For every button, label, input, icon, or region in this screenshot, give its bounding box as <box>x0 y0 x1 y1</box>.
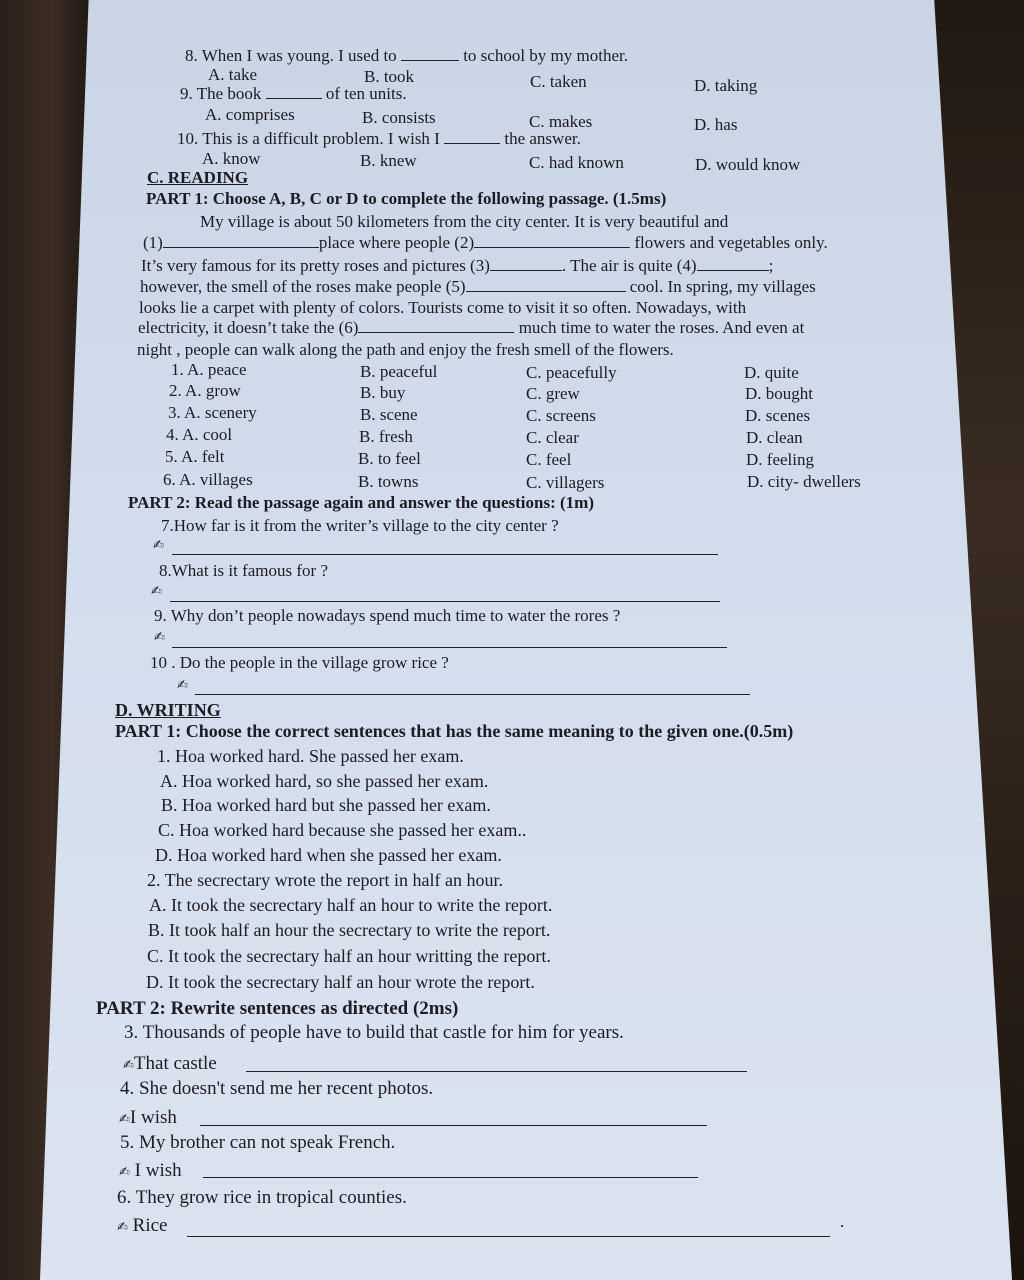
reading-part1-title: PART 1: Choose A, B, C or D to complete the following passage. (1.5ms) <box>146 189 667 208</box>
passage-text-11: much time to water the roses. And even at <box>518 318 805 337</box>
passage-blank-1 <box>163 233 319 248</box>
r3-option-b: B. scene <box>360 405 418 424</box>
passage-gap-1-label: (1) <box>143 233 163 252</box>
r3-option-a: 3. A. scenery <box>168 403 257 422</box>
r4-option-d: D. clean <box>746 428 803 447</box>
passage-blank-4 <box>697 256 769 271</box>
rewrite-q5: 5. My brother can not speak French. <box>120 1132 396 1153</box>
rewrite-q6: 6. They grow rice in tropical counties. <box>117 1187 407 1208</box>
passage-text-5: . The air is quite (4) <box>561 256 697 275</box>
passage-blank-3 <box>490 256 562 271</box>
answer-line-8[interactable] <box>170 600 720 602</box>
reading-question-9: 9. Why don’t people nowadays spend much time to water the rores ? <box>154 606 621 625</box>
q9-option-c: C. makes <box>529 112 593 131</box>
pen-icon: ✍ <box>117 1220 128 1235</box>
passage-line-3 <box>141 256 773 276</box>
rewrite-q6-prefix: Rice <box>127 1215 168 1236</box>
q8-stem <box>185 46 628 66</box>
pen-icon: ✍ <box>119 1165 130 1180</box>
passage-gap-2-label: place where people (2) <box>318 233 475 252</box>
rewrite-q4-answer-start <box>119 1107 177 1130</box>
answer-line-10[interactable] <box>195 693 750 695</box>
answer-line-rewrite-6[interactable] <box>187 1235 830 1237</box>
r6-option-d: D. city- dwellers <box>747 472 861 491</box>
answer-line-rewrite-5[interactable] <box>203 1176 698 1178</box>
q8-text-b: to school by my mother. <box>463 46 628 65</box>
r2-option-d: D. bought <box>745 384 813 403</box>
r5-option-a: 5. A. felt <box>165 447 225 466</box>
rewrite-q6-answer-start <box>117 1215 167 1238</box>
pen-icon: ✍ <box>154 630 165 645</box>
q8-blank <box>401 46 459 61</box>
passage-blank-5 <box>466 277 626 292</box>
writing-q1-option-d: D. Hoa worked hard when she passed her exam. <box>155 845 502 865</box>
rewrite-q3: 3. Thousands of people have to build that castle for him for years. <box>124 1022 624 1043</box>
passage-line-4 <box>140 277 816 297</box>
passage-text-4: It’s very famous for its pretty roses and pictures (3) <box>141 256 490 275</box>
q9-option-d: D. has <box>694 115 738 134</box>
q10-stem <box>177 129 581 149</box>
rewrite-q4-prefix: I wish <box>129 1107 177 1128</box>
q8-option-c: C. taken <box>530 72 587 91</box>
answer-line-7[interactable] <box>172 553 718 555</box>
r2-option-c: C. grew <box>526 384 580 403</box>
reading-question-10: 10 . Do the people in the village grow rice ? <box>150 653 449 672</box>
pen-icon: ✍ <box>123 1058 134 1073</box>
writing-q1-option-c: C. Hoa worked hard because she passed her exam.. <box>158 820 527 840</box>
q9-text-b: of ten units. <box>325 84 407 103</box>
passage-line-5: looks lie a carpet with plenty of colors. Tourists come to visit it so often. Nowadays, with <box>139 298 747 317</box>
r2-option-b: B. buy <box>360 383 406 402</box>
answer-line-rewrite-3[interactable] <box>246 1070 747 1072</box>
passage-line-7: night , people can walk along the path and enjoy the fresh smell of the flowers. <box>137 340 674 359</box>
r2-option-a: 2. A. grow <box>169 381 241 400</box>
rewrite-q5-answer-start <box>119 1160 182 1183</box>
pen-icon: ✍ <box>119 1112 130 1127</box>
passage-line-6 <box>138 318 804 338</box>
q8-option-d: D. taking <box>694 76 758 95</box>
r6-option-b: B. towns <box>358 472 419 491</box>
writing-q2-option-d: D. It took the secrectary half an hour wrote the report. <box>146 972 535 992</box>
r6-option-c: C. villagers <box>526 473 605 492</box>
r4-option-c: C. clear <box>526 428 579 447</box>
writing-q1-stem: 1. Hoa worked hard. She passed her exam. <box>157 746 464 766</box>
writing-q2-option-b: B. It took half an hour the secrectary to write the report. <box>148 920 551 940</box>
r1-option-b: B. peaceful <box>360 362 438 381</box>
r1-option-a: 1. A. peace <box>171 360 247 379</box>
rewrite-q4: 4. She doesn't send me her recent photos. <box>120 1078 434 1099</box>
reading-part2-title: PART 2: Read the passage again and answer the questions: (1m) <box>128 493 594 512</box>
passage-line-1: My village is about 50 kilometers from the city center. It is very beautiful and <box>200 212 729 231</box>
q10-option-c: C. had known <box>529 153 624 172</box>
q10-option-b: B. knew <box>360 151 417 170</box>
q10-text-b: the answer. <box>504 129 581 148</box>
writing-part1-title: PART 1: Choose the correct sentences that has the same meaning to the given one.(0.5m) <box>115 721 794 741</box>
q10-option-d: D. would know <box>695 155 801 174</box>
reading-question-8: 8.What is it famous for ? <box>159 561 329 580</box>
q9-text-a: 9. The book <box>180 84 262 103</box>
rewrite-q3-answer-start <box>123 1053 217 1076</box>
r1-option-c: C. peacefully <box>526 363 617 382</box>
r1-option-d: D. quite <box>744 363 799 382</box>
passage-text-7: however, the smell of the roses make people (5) <box>140 277 466 296</box>
rewrite-q5-prefix: I wish <box>129 1160 182 1181</box>
passage-text-10: electricity, it doesn’t take the (6) <box>138 318 359 337</box>
writing-part2-title: PART 2: Rewrite sentences as directed (2ms) <box>96 998 459 1019</box>
r5-option-b: B. to feel <box>358 449 421 468</box>
answer-line-9[interactable] <box>172 646 727 648</box>
r4-option-a: 4. A. cool <box>166 425 233 444</box>
q8-option-a: A. take <box>208 65 258 84</box>
q9-option-b: B. consists <box>362 108 436 127</box>
writing-q1-option-a: A. Hoa worked hard, so she passed her exam. <box>160 771 489 791</box>
r5-option-d: D. feeling <box>746 450 814 469</box>
r5-option-c: C. feel <box>526 450 572 469</box>
q9-blank <box>266 84 322 99</box>
r3-option-d: D. scenes <box>745 406 811 425</box>
pen-icon: ✍ <box>153 538 164 553</box>
passage-text-8: cool. In spring, my villages <box>629 277 816 296</box>
pen-icon: ✍ <box>177 678 188 693</box>
q8-option-b: B. took <box>364 67 415 86</box>
q10-text-a: 10. This is a difficult problem. I wish I <box>177 129 440 148</box>
writing-heading: D. WRITING <box>115 700 221 720</box>
passage-blank-2 <box>474 233 630 248</box>
writing-q1-option-b: B. Hoa worked hard but she passed her exam. <box>161 795 491 815</box>
passage-text-3: flowers and vegetables only. <box>634 233 828 252</box>
r3-option-c: C. screens <box>526 406 596 425</box>
q8-text-a: 8. When I was young. I used to <box>185 46 397 65</box>
end-dot: . <box>840 1212 845 1231</box>
writing-q2-option-a: A. It took the secrectary half an hour to write the report. <box>149 895 553 915</box>
q9-option-a: A. comprises <box>205 105 295 124</box>
writing-q2-stem: 2. The secrectary wrote the report in half an hour. <box>147 870 504 890</box>
writing-q2-option-c: C. It took the secrectary half an hour writting the report. <box>147 946 551 966</box>
q9-stem <box>180 84 407 104</box>
q10-option-a: A. know <box>202 149 261 168</box>
passage-line-2 <box>143 233 828 253</box>
rewrite-q3-prefix: That castle <box>133 1053 217 1074</box>
r4-option-b: B. fresh <box>359 427 413 446</box>
passage-blank-6 <box>358 318 514 333</box>
r6-option-a: 6. A. villages <box>163 470 253 489</box>
reading-heading: C. READING <box>147 168 249 187</box>
reading-question-7: 7.How far is it from the writer’s village to the city center ? <box>161 516 559 535</box>
q10-blank <box>444 129 500 144</box>
passage-text-6: ; <box>768 256 774 275</box>
answer-line-rewrite-4[interactable] <box>200 1124 707 1126</box>
pen-icon: ✍ <box>151 584 162 599</box>
